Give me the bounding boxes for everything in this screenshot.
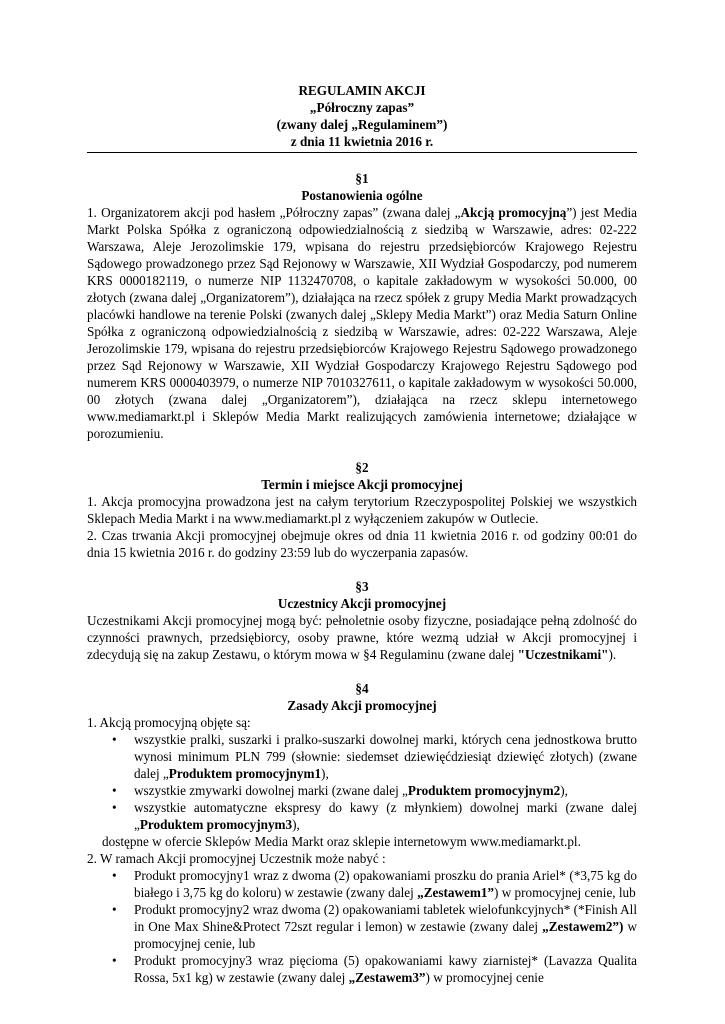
list-item-text: Produkt promocyjny1 wraz z dwoma (2) opakowaniami proszku do prania Ariel* (*3,75 kg do białego i 3,75 kg do koloru) w zestawie (zwany dalej: [134, 868, 637, 900]
section-4-intro-2: 2. W ramach Akcji promocyjnej Uczestnik może nabyć :: [87, 851, 386, 866]
title-line-2: „Półroczny zapas”: [309, 100, 415, 115]
list-item-tail: ) w promocyjnej cenie, lub: [494, 885, 636, 900]
list-item-tail: ) w promocyjnej cenie: [425, 970, 544, 985]
section-3-paragraph: [87, 612, 637, 663]
list-item: [134, 901, 637, 952]
section-1-text-a: 1. Organizatorem akcji pod hasłem „Półroczny zapas” (zwana dalej „: [87, 205, 461, 220]
section-4-number: §4: [355, 681, 369, 696]
section-4-title: Zasady Akcji promocyjnej: [287, 698, 437, 713]
promo-products-list: [87, 731, 637, 833]
section-1-text-bold: Akcją promocyjną: [460, 205, 567, 220]
title-line-4: z dnia 11 kwietnia 2016 r.: [290, 134, 434, 149]
list-item: [134, 867, 637, 901]
list-item: [134, 952, 637, 986]
section-1-number: §1: [355, 171, 369, 186]
regulation-document: [87, 82, 637, 986]
list-item-bold: Produktem promocyjnym1: [168, 766, 322, 781]
section-1-text-c: ”) jest Media Markt Polska Spółka z ograniczoną odpowiedzialnością z siedzibą w Warszawie, adres: 02-222 Warszawa, Aleje Jerozolimskie 179, wpisana do rejestru przedsiębiorców Krajowego Rejestru Sądowego prowadzonego przez Sąd Rejonowy w Warszawie, XII Wydział Gospodarczy, pod numerem KRS 0000182119, o numerze NIP 1132470708, o kapitale zakładowym w wysokości 50.000, 00 złotych (zwana dalej „Organizatorem”), działająca na rzecz spółek z grupy Media Markt prowadzących placówki handlowe na terenie Polski (zwanych dalej „Sklepy Media Markt”) oraz Media Saturn Online Spółka z ograniczoną odpowiedzialnością z siedzibą w Warszawie, adres: 02-222 Warszawa, Aleje Jerozolimskie 179, wpisana do rejestru przedsiębiorców Krajowego Rejestru Sądowego prowadzonego przez Sąd Rejonowy w Warszawie, XII Wydział Gospodarczy Krajowego Rejestru Sądowego pod numerem KRS 0000403979, o numerze NIP 7010327611, o kapitale zakładowym w wysokości 50.000, 00 złotych (zwana dalej „Organizatorem”), działająca na rzecz sklepu internetowego www.mediamarkt.pl i Sklepów Media Markt realizujących zamówienia internetowe; działające w porozumieniu.: [87, 205, 638, 441]
list-item-text: wszystkie automatyczne ekspresy do kawy (z młynkiem) dowolnej marki (zwane dalej „: [134, 800, 637, 832]
list-item-bold: „Zestawem1”: [417, 885, 495, 900]
section-4-intro-1: 1. Akcją promocyjną objęte są:: [87, 715, 251, 730]
list-item-tail: ),: [560, 783, 568, 798]
section-3-number: §3: [355, 579, 369, 594]
section-1-title: Postanowienia ogólne: [301, 188, 423, 203]
list-item-text: Produkt promocyjny3 wraz pięcioma (5) opakowaniami kawy ziarnistej* (Lavazza Qualita Rossa, 5x1 kg) w zestawie (zwany dalej: [134, 953, 637, 985]
list-item-bold: Produktem promocyjnym2: [407, 783, 561, 798]
section-2-paragraph-1: 1. Akcja promocyjna prowadzona jest na całym terytorium Rzeczypospolitej Polskiej we wszystkich Sklepach Media Markt i na www.mediamarkt.pl z wyłączeniem zakupów w Outlecie.: [87, 494, 637, 526]
bundle-list: [87, 867, 637, 986]
section-2-number: §2: [355, 460, 369, 475]
list-item: [134, 799, 637, 833]
list-item-bold: „Zestawem2”): [542, 919, 624, 934]
list-item-tail: ),: [292, 817, 300, 832]
section-2-paragraph-2: 2. Czas trwania Akcji promocyjnej obejmuje okres od dnia 11 kwietnia 2016 r. od godziny 00:01 do dnia 15 kwietnia 2016 r. do godziny 23:59 lub do wyczerpania zapasów.: [87, 528, 637, 560]
section-1-paragraph: [87, 204, 637, 442]
list-item-bold: „Zestawem3”: [348, 970, 426, 985]
title-line-3: (zwany dalej „Regulaminem”): [276, 117, 448, 132]
section-3-text-c: ).: [608, 647, 617, 662]
list-item: [134, 782, 637, 799]
list-item-tail: ),: [321, 766, 329, 781]
list-item: [134, 731, 637, 782]
section-4-availability: dostępne w ofercie Sklepów Media Markt oraz sklepie internetowym www.mediamarkt.pl.: [102, 834, 581, 849]
section-3-title: Uczestnicy Akcji promocyjnej: [277, 596, 447, 611]
list-item-text: Produkt promocyjny2 wraz dwoma (2) opakowaniami tabletek wielofunkcyjnych* (*Finish All in One Max Shine&Protect 72szt regular i lemon) w zestawie (zwany dalej: [134, 902, 637, 934]
section-3-text-a: Uczestnikami Akcji promocyjnej mogą być: pełnoletnie osoby fizyczne, posiadające pełną zdolność do czynności prawnych, przedsiębiorcy, osoby prawne, które wezmą udział w Akcji promocyjnej i zdecydują się na zakup Zestawu, o którym mowa w §4 Regulaminu (zwane dalej: [87, 613, 637, 662]
document-title: [87, 82, 637, 150]
title-line-1: REGULAMIN AKCJI: [298, 83, 426, 98]
list-item-text: wszystkie zmywarki dowolnej marki (zwane dalej „: [134, 783, 408, 798]
section-2-title: Termin i miejsce Akcji promocyjnej: [261, 477, 463, 492]
list-item-text: wszystkie pralki, suszarki i pralko-suszarki dowolnej marki, których cena jednostkowa brutto wynosi minimum PLN 799 (słownie: siedemset dziewięćdziesiąt dziewięć złotych) (zwane dalej „: [134, 732, 637, 781]
list-item-tail: w promocyjnej cenie, lub: [134, 919, 637, 951]
section-3-text-bold: "Uczestnikami": [517, 647, 609, 662]
list-item-bold: Produktem promocyjnym3: [139, 817, 293, 832]
